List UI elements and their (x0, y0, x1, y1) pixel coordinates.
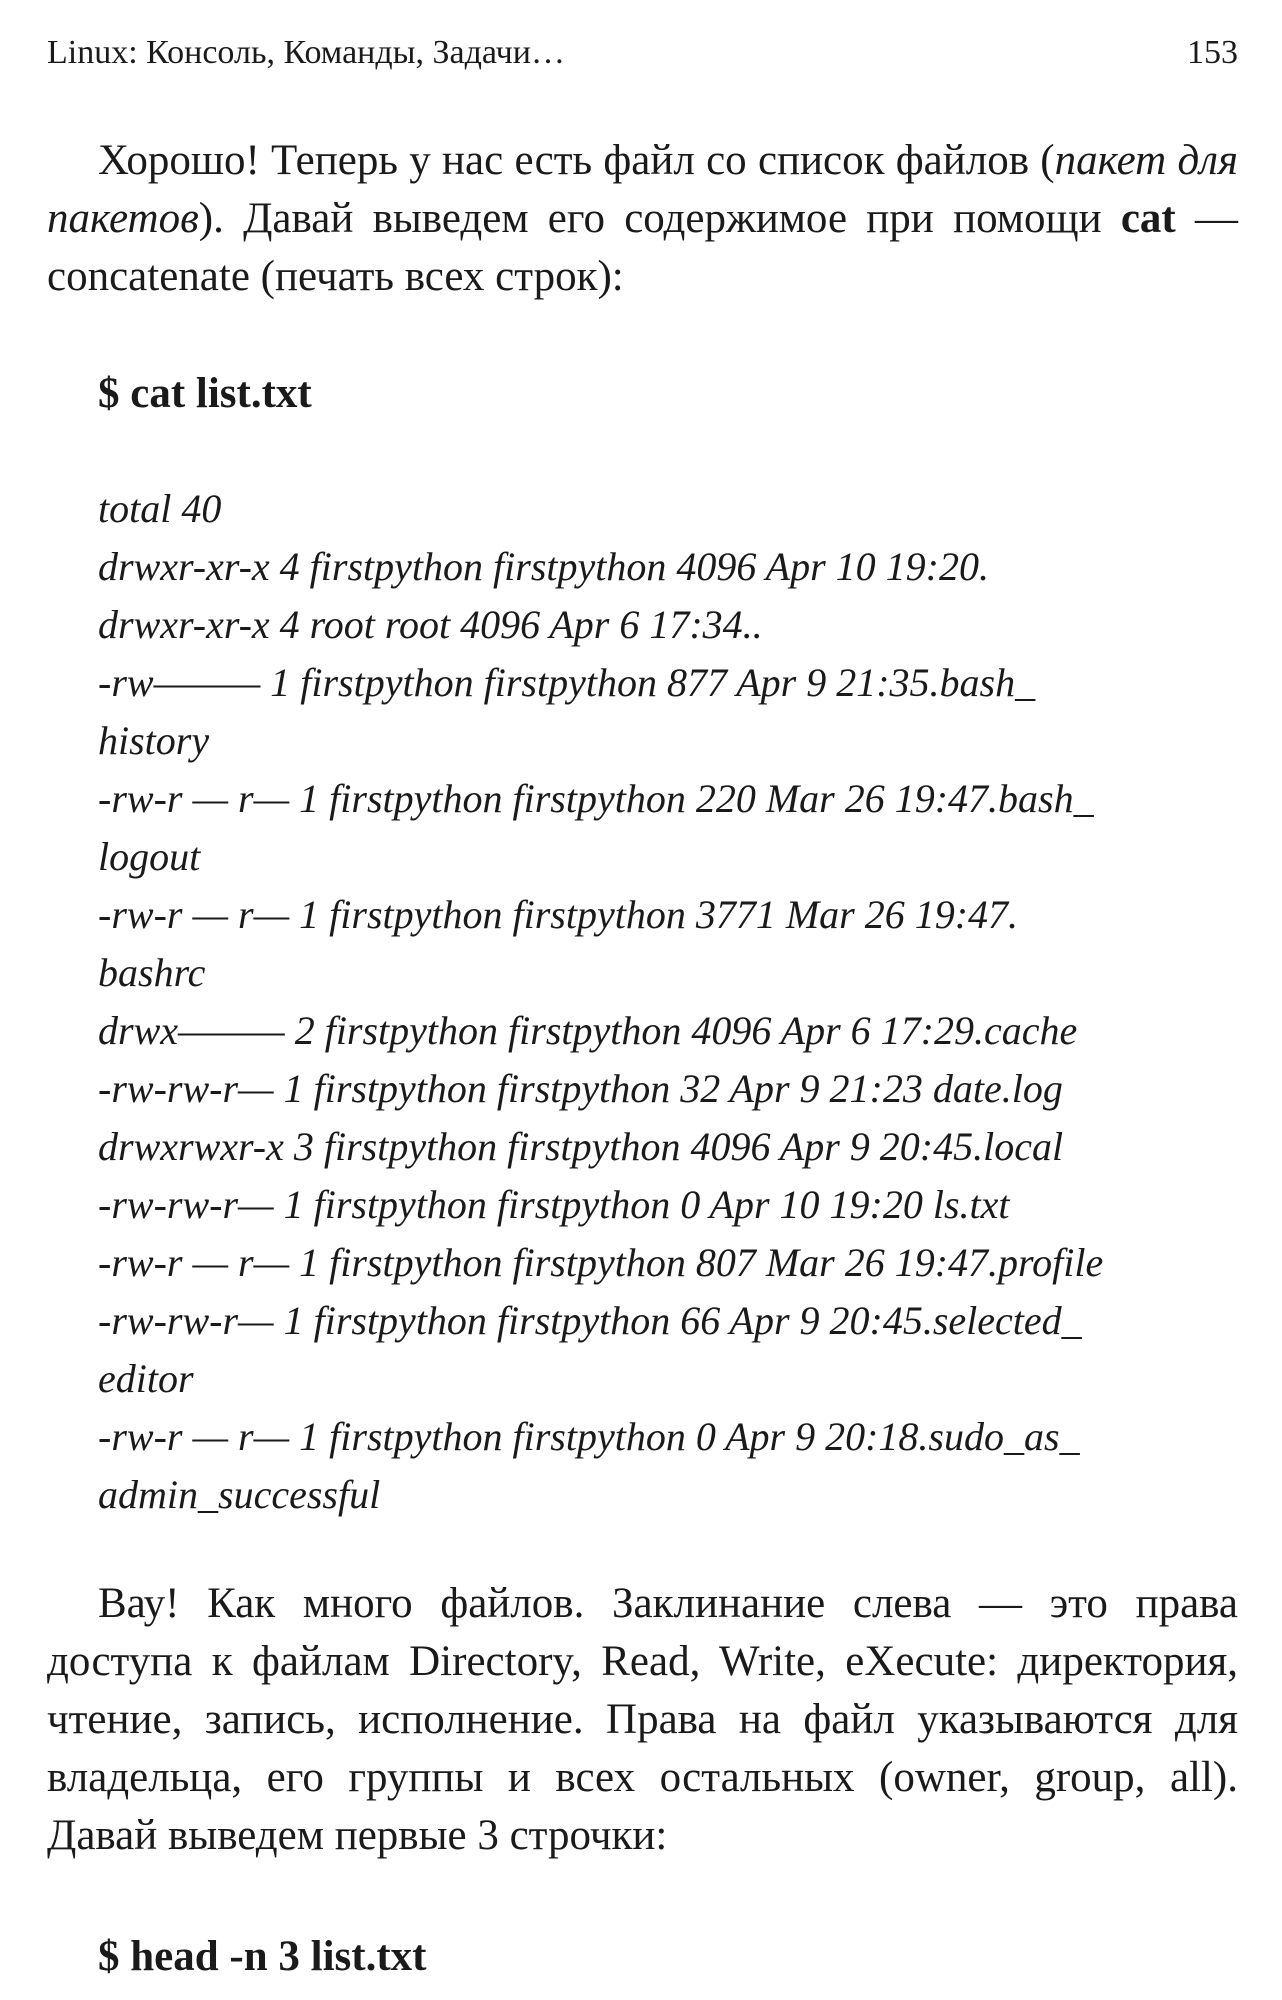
output-line: -rw-rw-r— 1 firstpython firstpython 32 Apr 9 21:23 date.log (98, 1066, 1063, 1111)
output-line: -rw——— 1 firstpython firstpython 877 Apr 9 21:35.bash_ (98, 660, 1036, 705)
command-head: $ head -n 3 list.txt (98, 1933, 427, 1980)
page-number: 153 (1187, 34, 1238, 71)
output-line: total 40 (98, 486, 222, 531)
output-line: -rw-rw-r— 1 firstpython firstpython 0 Apr 10 19:20 ls.txt (98, 1182, 1010, 1227)
output-line: bashrc (98, 950, 206, 995)
output-line: -rw-r — r— 1 firstpython firstpython 0 Apr 9 20:18.sudo_as_ (98, 1414, 1080, 1459)
output-line: -rw-r — r— 1 firstpython firstpython 807 Mar 26 19:47.profile (98, 1240, 1104, 1285)
output-line: drwx——— 2 firstpython firstpython 4096 Apr 6 17:29.cache (98, 1008, 1078, 1053)
output-line: -rw-r — r— 1 firstpython firstpython 3771 Mar 26 19:47. (98, 892, 1019, 937)
explanation-paragraph: Вау! Как много файлов. Заклинание слева — это права доступа к файлам Directory, Read, Write, eXecute: директория, чтение, запись, исполнение. Права на файл указываются для владельца, его группы и всех остальных (owner, group, all). Давай выведем первые 3 строчки: (47, 1580, 1238, 1859)
page-header (47, 28, 1238, 78)
output-line: -rw-r — r— 1 firstpython firstpython 220 Mar 26 19:47.bash_ (98, 776, 1094, 821)
output-line: drwxrwxr-x 3 firstpython firstpython 4096 Apr 9 20:45.local (98, 1124, 1064, 1169)
intro-command-name: cat (1120, 195, 1176, 242)
output-line: admin_successful (98, 1472, 381, 1517)
intro-emphasis: пакет для пакетов (47, 137, 1239, 242)
command-cat: $ cat list.txt (98, 370, 312, 417)
output-line: -rw-rw-r— 1 firstpython firstpython 66 Apr 9 20:45.selected_ (98, 1298, 1082, 1343)
intro-paragraph (47, 132, 1238, 306)
intro-text-a: Хорошо! Теперь у нас есть файл со список файлов ( (98, 137, 1055, 184)
running-title: Linux: Консоль, Команды, Задачи… (47, 34, 565, 71)
output-line: drwxr-xr-x 4 firstpython firstpython 4096 Apr 10 19:20. (98, 544, 989, 589)
output-line: editor (98, 1356, 194, 1401)
output-line: drwxr-xr-x 4 root root 4096 Apr 6 17:34.. (98, 602, 763, 647)
command-output (98, 480, 1238, 1524)
output-line: history (98, 718, 210, 763)
intro-text-c: — concatenate (печать всех строк): (47, 195, 1238, 300)
output-line: logout (98, 834, 201, 879)
intro-text-b: ). Давай выведем его содержимое при помощи (198, 195, 1121, 242)
